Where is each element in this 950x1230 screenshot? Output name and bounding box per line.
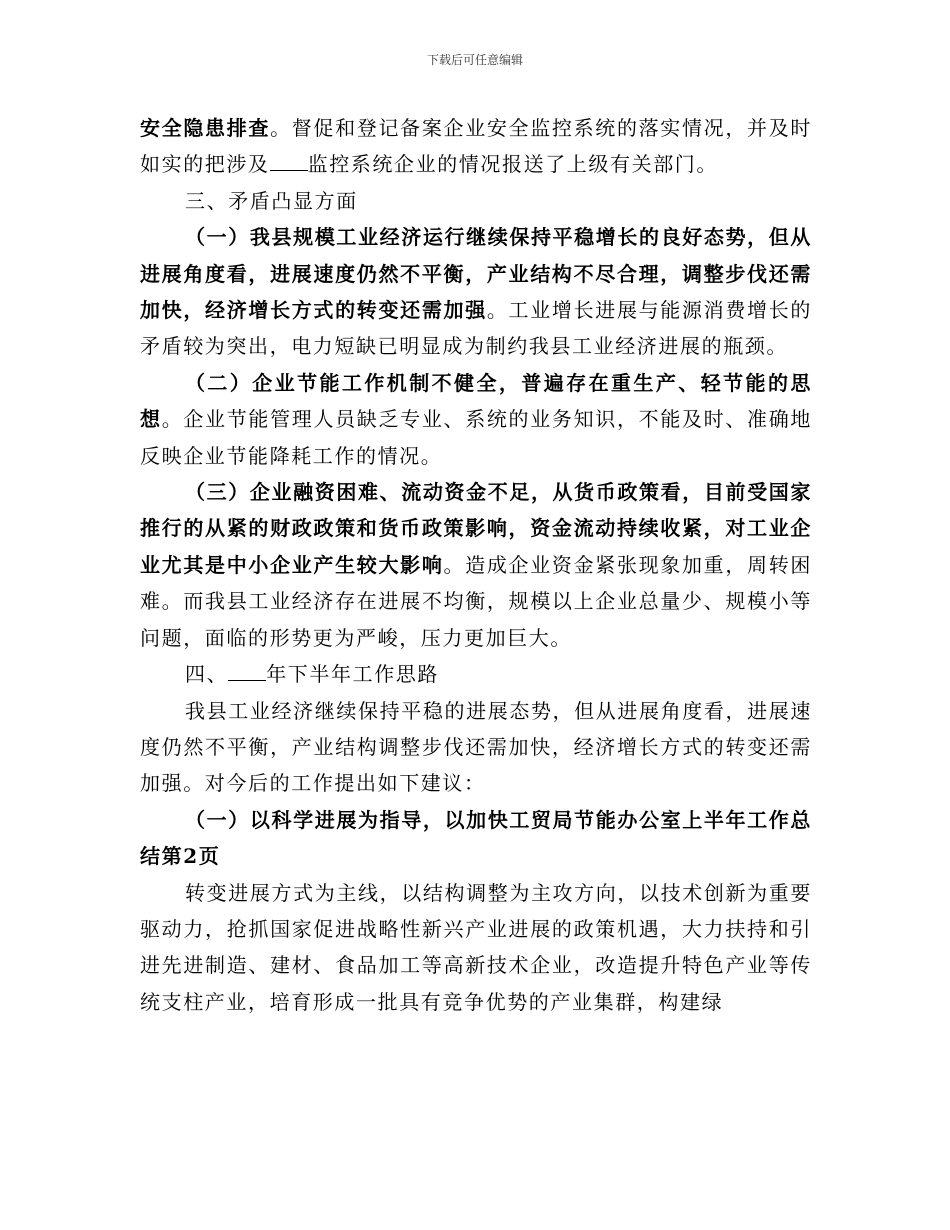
paragraph-bold-lead: （一）我县规模工业经济运行继续保持平稳增长的良好态势，但从进展角度看，进展速度仍然不平衡，产业结构不尽合理，调整步伐还需加快，经济增长方式的转变还需加强	[140, 225, 812, 323]
heading-text: 年下半年工作思路	[266, 662, 440, 687]
paragraph-bold-item: （一）以科学进展为指导，以加快工贸局节能办公室上半年工作总结第2页	[140, 807, 812, 869]
page-header: 下载后可任意编辑	[426, 53, 523, 67]
paragraph-summary: 我县工业经济继续保持平稳的进展态势，但从进展角度看，进展速度仍然不平衡，产业结构调整步伐还需加快，经济增长方式的转变还需加强。对今后的工作提出如下建议：	[140, 698, 812, 796]
paragraph-body: 转变进展方式为主线，以结构调整为主攻方向，以技术创新为重要驱动力，抢抓国家促进战略性新兴产业进展的政策机遇，大力扶持和引进先进制造、建材、食品加工等高新技术企业，改造提升特色产业等传统支柱产业，培育形成一批具有竞争优势的产业集群，构建绿	[140, 880, 812, 1014]
paragraph-text: 。企业节能管理人员缺乏专业、系统的业务知识，不能及时、准确地反映企业节能降耗工作的情况。	[140, 407, 812, 468]
paragraph-bold-lead: （二）企业节能工作机制不健全，普遍存在重生产、轻节能的思想	[140, 370, 812, 432]
paragraph-safety-check	[140, 110, 812, 183]
paragraph-item-3	[140, 474, 812, 656]
paragraph-text: 。督促和登记备案企业安全监控系统的落实情况，并及时如实的把涉及	[140, 116, 812, 177]
paragraph-item-1	[140, 219, 812, 365]
paragraph-item-2	[140, 365, 812, 474]
heading-prefix: 四、	[185, 662, 229, 687]
blank-fill-line	[270, 152, 308, 171]
blank-fill-line	[228, 662, 266, 681]
document-body	[140, 110, 812, 1020]
paragraph-text: 。工业增长进展与能源消费增长的矛盾较为突出，电力短缺已明显成为制约我县工业经济进展的瓶颈。	[140, 298, 812, 359]
section-heading-3: 三、矛盾凸显方面	[185, 188, 358, 213]
paragraph-text: 。造成企业资金紧张现象加重，周转困难。而我县工业经济存在进展不均衡，规模以上企业总量少、规模小等问题，面临的形势更为严峻，压力更加巨大。	[140, 552, 812, 650]
paragraph-bold-lead: （三）企业融资困难、流动资金不足，从货币政策看，目前受国家推行的从紧的财政政策和货币政策影响，资金流动持续收紧，对工业企业尤其是中小企业产生较大影响	[140, 480, 812, 577]
paragraph-text: 监控系统企业的情况报送了上级有关部门。	[307, 152, 719, 177]
section-heading-4	[140, 656, 812, 692]
paragraph-bold-lead: 安全隐患排查	[140, 116, 271, 140]
